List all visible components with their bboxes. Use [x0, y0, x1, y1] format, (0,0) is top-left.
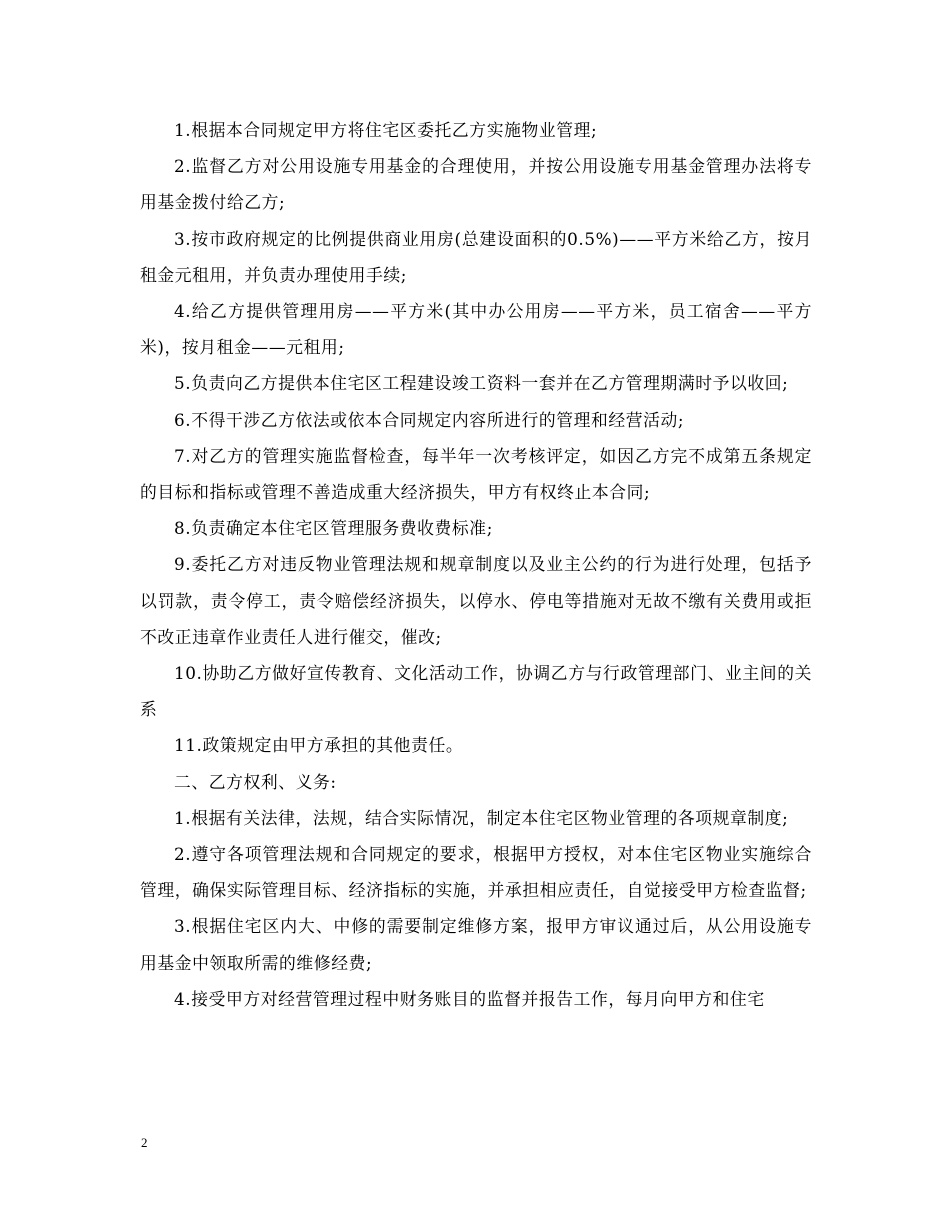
- paragraph: 1.根据有关法律，法规，结合实际情况，制定本住宅区物业管理的各项规章制度;: [174, 807, 789, 828]
- paragraph: 7.对乙方的管理实施监督检查，每半年一次考核评定，如因乙方完不成第五条规定的目标和指标或管理不善造成重大经济损失，甲方有权终止本合同;: [140, 445, 812, 503]
- page-number: 2: [141, 1135, 148, 1150]
- paragraph: 11.政策规定由甲方承担的其他责任。: [174, 735, 464, 756]
- paragraph: 2.监督乙方对公用设施专用基金的合理使用，并按公用设施专用基金管理办法将专用基金拨付给乙方;: [140, 156, 812, 213]
- section-heading: 二、乙方权利、义务:: [174, 771, 337, 792]
- paragraph: 10.协助乙方做好宣传教育、文化活动工作，协调乙方与行政管理部门、业主间的关系: [140, 663, 812, 720]
- paragraph: 4.接受甲方对经营管理过程中财务账目的监督并报告工作，每月向甲方和住宅: [174, 988, 765, 1009]
- paragraph: 5.负责向乙方提供本住宅区工程建设竣工资料一套并在乙方管理期满时予以收回;: [174, 373, 789, 394]
- document-body: [140, 112, 812, 1017]
- paragraph: 4.给乙方提供管理用房——平方米(其中办公用房——平方米，员工宿舍——平方米)，按月租金——元租用;: [140, 301, 812, 358]
- paragraph: 6.不得干涉乙方依法或依本合同规定内容所进行的管理和经营活动;: [174, 409, 685, 430]
- paragraph: 3.根据住宅区内大、中修的需要制定维修方案，报甲方审议通过后，从公用设施专用基金中领取所需的维修经费;: [140, 916, 812, 973]
- paragraph: 3.按市政府规定的比例提供商业用房(总建设面积的0.5%)——平方米给乙方，按月租金元租用，并负责办理使用手续;: [140, 228, 812, 285]
- paragraph: 9.委托乙方对违反物业管理法规和规章制度以及业主公约的行为进行处理，包括予以罚款，责令停工，责令赔偿经济损失，以停水、停电等措施对无故不缴有关费用或拒不改正违章作业责任人进行催交，催改;: [140, 554, 812, 647]
- paragraph: 2.遵守各项管理法规和合同规定的要求，根据甲方授权，对本住宅区物业实施综合管理，确保实际管理目标、经济指标的实施，并承担相应责任，自觉接受甲方检查监督;: [140, 844, 812, 901]
- paragraph: 1.根据本合同规定甲方将住宅区委托乙方实施物业管理;: [174, 120, 598, 140]
- paragraph: 8.负责确定本住宅区管理服务费收费标准;: [174, 518, 493, 539]
